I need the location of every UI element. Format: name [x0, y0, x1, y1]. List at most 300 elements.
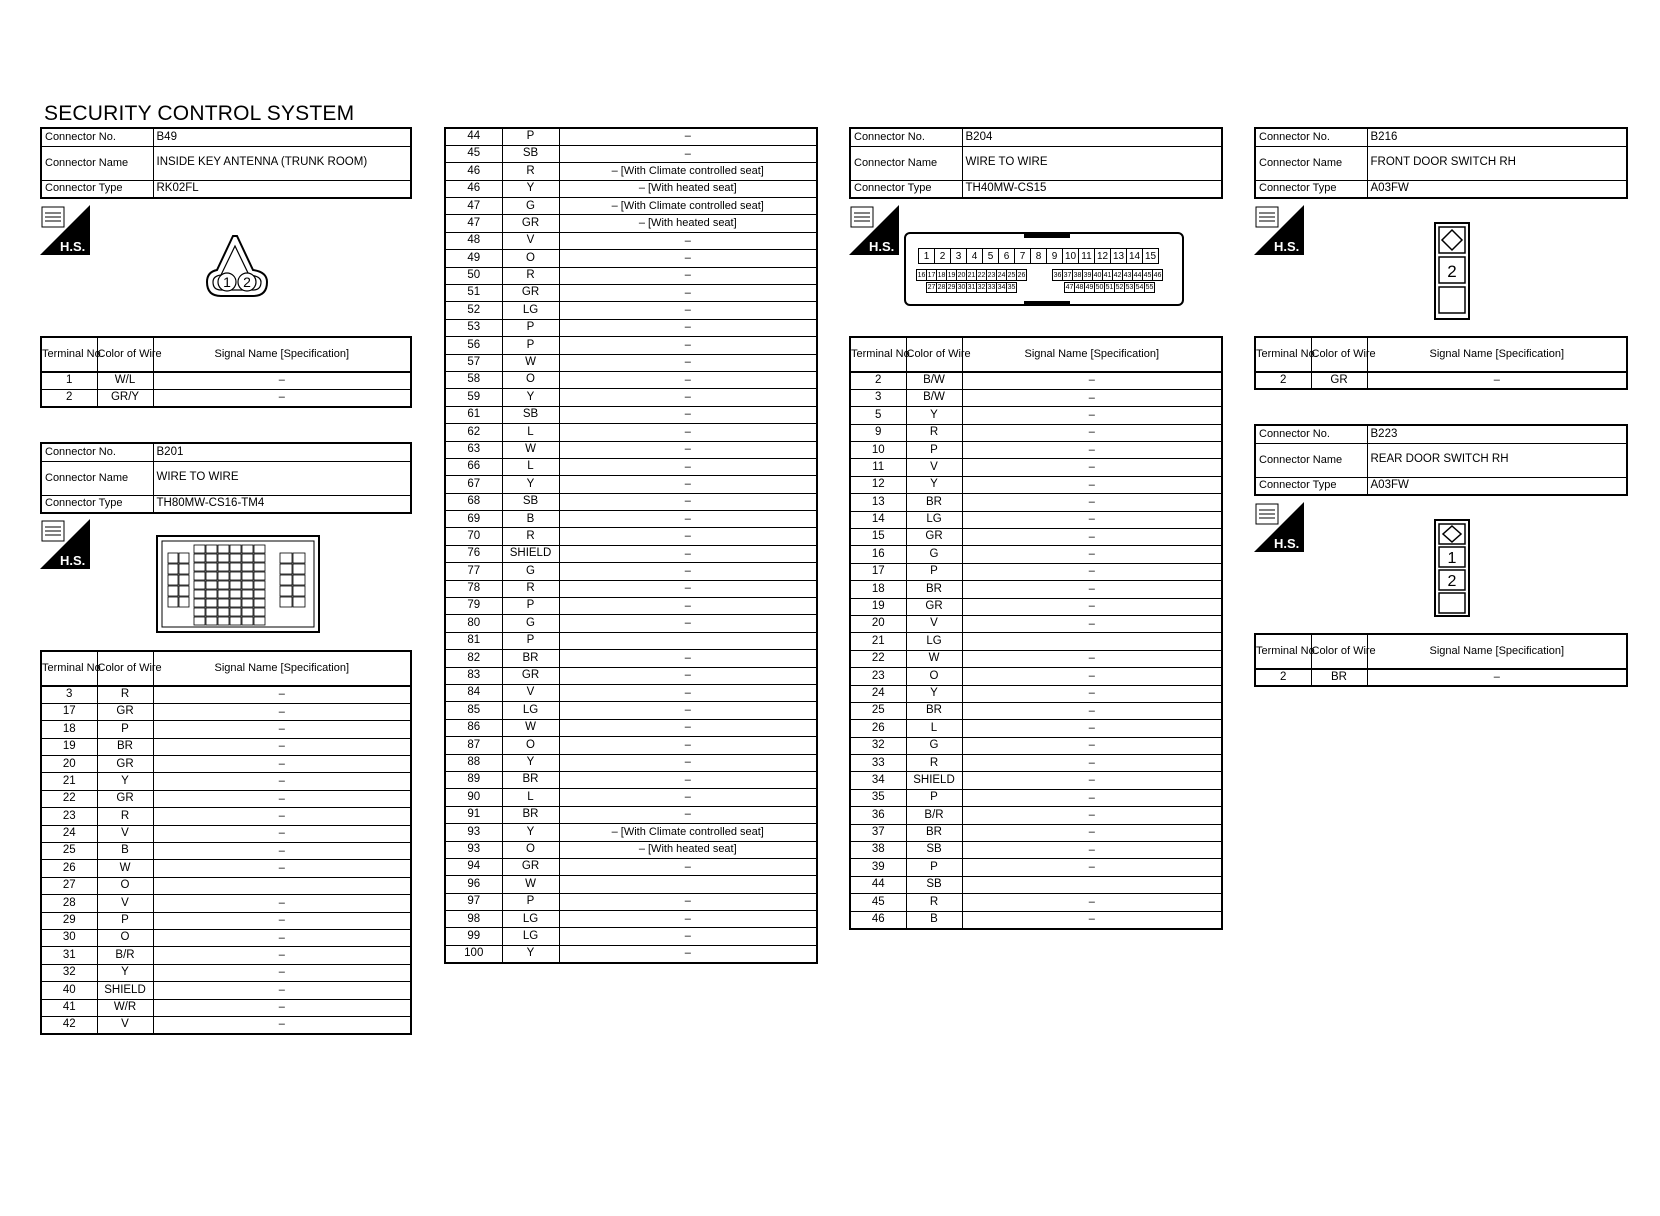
connector-cavity [293, 553, 305, 563]
connector-cavity: 19 [946, 269, 957, 281]
wire-color-cell: BR [502, 806, 559, 823]
wire-color-cell: GR [906, 598, 962, 615]
signal-name-cell: – [153, 964, 411, 981]
signal-name-cell: – [559, 545, 817, 562]
connector-cavity [230, 554, 241, 562]
table-row [41, 877, 411, 894]
connector-cavity: 52 [1115, 284, 1124, 291]
signal-name-cell: – [962, 859, 1222, 876]
connector-cavity [179, 553, 189, 563]
terminal-no-cell: 32 [41, 964, 97, 981]
col-terminal: Terminal No. [850, 337, 906, 372]
connector-cavity [242, 572, 253, 580]
connector-cavity: 35 [1007, 284, 1016, 291]
signal-name-cell: – [962, 789, 1222, 806]
table-row [850, 546, 1222, 563]
connector-type-value: TH80MW-CS16-TM4 [153, 495, 411, 513]
wire-color-cell: W/R [97, 999, 153, 1016]
wire-color-cell: G [906, 546, 962, 563]
signal-name-cell: – [559, 337, 817, 354]
connector-cavity [206, 617, 217, 625]
connector-cavity [218, 581, 229, 589]
connector-name-value: WIRE TO WIRE [153, 461, 411, 495]
connector-info-table [40, 127, 412, 199]
connector-cavity: 24 [996, 269, 1007, 281]
connector-cavity [254, 563, 265, 571]
connector-name-label: Connector Name [41, 146, 153, 180]
signal-name-cell: – [962, 424, 1222, 441]
table-row [445, 737, 817, 754]
terminal-no-cell: 18 [41, 721, 97, 738]
connector-cavity [293, 597, 305, 607]
signal-name-cell: – [962, 442, 1222, 459]
connector-b201 [40, 442, 412, 514]
signal-name-cell: – [962, 702, 1222, 719]
table-row [445, 615, 817, 632]
table-row [445, 528, 817, 545]
table-row [41, 912, 411, 929]
table-row [41, 929, 411, 946]
connector-face-b204 [904, 232, 1184, 306]
table-row [850, 772, 1222, 789]
terminal-no-cell: 21 [850, 633, 906, 650]
wire-color-cell: O [97, 929, 153, 946]
signal-name-cell: – [962, 807, 1222, 824]
terminal-no-cell: 26 [41, 860, 97, 877]
col-color: Color of Wire [1311, 337, 1367, 372]
connector-cavity [280, 575, 292, 585]
svg-text:H.S.: H.S. [1274, 536, 1300, 551]
table-row [41, 389, 411, 406]
terminal-no-cell: 16 [850, 546, 906, 563]
signal-name-cell: – [962, 407, 1222, 424]
wire-color-cell: BR [502, 650, 559, 667]
signal-name-cell: – [153, 703, 411, 720]
terminal-no-cell: 100 [445, 945, 502, 962]
connector-cavity [206, 554, 217, 562]
col-terminal: Terminal No. [41, 337, 97, 372]
terminal-no-cell: 38 [850, 842, 906, 859]
signal-name-cell: – [153, 912, 411, 929]
table-row [850, 581, 1222, 598]
connector-cavity: 46 [1152, 269, 1163, 281]
wire-color-cell: W [906, 650, 962, 667]
table-row [445, 250, 817, 267]
terminal-no-cell: 23 [41, 808, 97, 825]
table-row [850, 824, 1222, 841]
connector-cavity [293, 564, 305, 574]
wire-color-cell: O [502, 371, 559, 388]
signal-name-cell [153, 877, 411, 894]
table-row [445, 493, 817, 510]
table-row [445, 806, 817, 823]
connector-cavity [206, 563, 217, 571]
connector-cavity: 9 [1046, 248, 1063, 264]
connector-cavity [194, 617, 205, 625]
connector-cavity [218, 563, 229, 571]
connector-cavity: 4 [966, 248, 983, 264]
terminal-no-cell: 45 [445, 145, 502, 162]
terminal-no-cell: 44 [850, 876, 906, 893]
connector-cavity [230, 590, 241, 598]
connector-cavity: 26 [1016, 269, 1027, 281]
terminal-no-cell: 27 [41, 877, 97, 894]
signal-name-cell: – [962, 581, 1222, 598]
signal-name-cell: – [153, 756, 411, 773]
table-row [445, 754, 817, 771]
signal-name-cell: – [559, 615, 817, 632]
table-row [41, 756, 411, 773]
wire-color-cell: O [502, 250, 559, 267]
terminal-no-cell: 49 [445, 250, 502, 267]
wire-color-cell: Y [502, 180, 559, 197]
terminal-no-cell: 93 [445, 824, 502, 841]
terminal-no-cell: 3 [41, 686, 97, 703]
signal-name-cell: – [559, 458, 817, 475]
table-row [850, 389, 1222, 406]
wire-color-cell: P [906, 563, 962, 580]
connector-cavity [194, 554, 205, 562]
cavity-row-3b [1064, 282, 1155, 293]
signal-name-cell: – [559, 667, 817, 684]
wire-color-cell: L [502, 424, 559, 441]
terminal-no-cell: 44 [445, 128, 502, 145]
connector-cavity: 20 [956, 269, 967, 281]
terminal-no-cell: 63 [445, 441, 502, 458]
table-row [850, 755, 1222, 772]
table-row [445, 267, 817, 284]
connector-cavity: 51 [1105, 284, 1114, 291]
table-row [850, 598, 1222, 615]
terminal-no-cell: 17 [41, 703, 97, 720]
connector-cavity: 16 [916, 269, 927, 281]
wire-color-cell: G [502, 615, 559, 632]
table-row [445, 458, 817, 475]
signal-name-cell: – [153, 389, 411, 406]
table-row [445, 198, 817, 215]
connector-cavity [218, 599, 229, 607]
wire-color-cell: R [97, 808, 153, 825]
connector-cavity: 30 [957, 284, 966, 291]
table-row [445, 911, 817, 928]
wire-color-cell: V [97, 1016, 153, 1033]
terminal-no-cell: 91 [445, 806, 502, 823]
signal-name-cell: – [962, 755, 1222, 772]
table-row [850, 407, 1222, 424]
wire-color-cell: BR [906, 824, 962, 841]
connector-cavity [254, 617, 265, 625]
wire-color-cell: BR [906, 494, 962, 511]
wire-color-cell: R [502, 267, 559, 284]
table-row [41, 1016, 411, 1033]
cavity-1: 1 [223, 274, 231, 290]
terminal-no-cell: 21 [41, 773, 97, 790]
signal-name-cell: – [962, 476, 1222, 493]
connector-no-label: Connector No. [41, 443, 153, 461]
table-row [445, 163, 817, 180]
terminal-no-cell: 69 [445, 511, 502, 528]
connector-cavity [254, 545, 265, 553]
signal-name-cell: – [1367, 372, 1627, 389]
table-row [445, 598, 817, 615]
wire-color-cell: W/L [97, 372, 153, 389]
connector-cavity [242, 581, 253, 589]
terminal-no-cell: 22 [41, 790, 97, 807]
wire-color-cell: GR [97, 756, 153, 773]
table-row [445, 406, 817, 423]
table-row [445, 650, 817, 667]
table-row [41, 999, 411, 1016]
connector-cavity: 27 [927, 284, 936, 291]
connector-cavity [206, 599, 217, 607]
connector-cavity [179, 597, 189, 607]
connector-no-value: B49 [153, 128, 411, 146]
connector-no-value: B216 [1367, 128, 1627, 146]
connector-cavity [230, 608, 241, 616]
terminal-no-cell: 11 [850, 459, 906, 476]
connector-face-b223 [1434, 519, 1470, 622]
col-color: Color of Wire [1311, 634, 1367, 669]
wire-color-cell: SB [502, 145, 559, 162]
hs-badge-icon [1254, 205, 1304, 255]
connector-cavity: 53 [1125, 284, 1134, 291]
table-row [41, 982, 411, 999]
terminal-no-cell: 36 [850, 807, 906, 824]
wire-color-cell: BR [1311, 669, 1367, 686]
table-row [445, 876, 817, 893]
connector-cavity [194, 599, 205, 607]
table-row [445, 180, 817, 197]
terminal-no-cell: 46 [445, 180, 502, 197]
signal-name-cell: – [559, 789, 817, 806]
wire-color-cell: GR [97, 790, 153, 807]
connector-cavity [242, 545, 253, 553]
table-row [850, 789, 1222, 806]
signal-name-cell: – [153, 843, 411, 860]
wire-color-cell: SHIELD [97, 982, 153, 999]
page-title: SECURITY CONTROL SYSTEM [44, 102, 355, 125]
table-row [445, 702, 817, 719]
signal-name-cell: – [962, 511, 1222, 528]
connector-cavity: 38 [1072, 269, 1083, 281]
terminal-no-cell: 33 [850, 755, 906, 772]
terminal-no-cell: 77 [445, 563, 502, 580]
wire-color-cell: V [502, 685, 559, 702]
terminal-no-cell: 34 [850, 772, 906, 789]
connector-cavity [254, 599, 265, 607]
terminal-no-cell: 82 [445, 650, 502, 667]
table-row [445, 632, 817, 649]
wire-color-cell: P [502, 319, 559, 336]
connector-cavity [179, 564, 189, 574]
connector-cavity [194, 572, 205, 580]
connector-cavity [230, 563, 241, 571]
signal-name-cell: – [153, 860, 411, 877]
signal-name-cell [962, 633, 1222, 650]
signal-name-cell: – [559, 911, 817, 928]
cavity-2: 2 [1447, 262, 1457, 281]
wire-color-cell: Y [502, 945, 559, 962]
terminal-no-cell: 20 [850, 615, 906, 632]
signal-name-cell: – [962, 372, 1222, 389]
connector-type-label: Connector Type [41, 495, 153, 513]
table-row [850, 807, 1222, 824]
signal-name-cell: – [962, 668, 1222, 685]
connector-cavity: 12 [1094, 248, 1111, 264]
table-row [850, 876, 1222, 893]
wire-color-cell: SB [502, 406, 559, 423]
signal-name-cell: – [153, 790, 411, 807]
terminal-no-cell: 19 [41, 738, 97, 755]
connector-cavity [206, 581, 217, 589]
signal-name-cell: – [962, 824, 1222, 841]
col-color: Color of Wire [97, 337, 153, 372]
wire-color-cell: B [906, 911, 962, 928]
connector-cavity: 3 [950, 248, 967, 264]
signal-name-cell: – [559, 563, 817, 580]
table-row [41, 895, 411, 912]
connector-cavity [254, 572, 265, 580]
wire-color-cell: P [97, 912, 153, 929]
terminal-no-cell: 58 [445, 371, 502, 388]
connector-cavity [254, 554, 265, 562]
connector-face-b201 [156, 535, 320, 640]
connector-b49 [40, 127, 412, 199]
wire-color-cell: V [906, 459, 962, 476]
wire-color-cell: W [502, 354, 559, 371]
svg-text:H.S.: H.S. [60, 239, 86, 254]
connector-cavity: 25 [1006, 269, 1017, 281]
wire-color-cell: V [906, 615, 962, 632]
wire-color-cell: P [502, 893, 559, 910]
signal-name-cell: – [559, 145, 817, 162]
wire-color-cell: BR [906, 581, 962, 598]
table-row [445, 667, 817, 684]
connector-cavity [194, 581, 205, 589]
signal-name-cell: – [With heated seat] [559, 180, 817, 197]
signal-name-cell: – [559, 371, 817, 388]
wire-color-cell: O [502, 841, 559, 858]
table-row [41, 738, 411, 755]
terminal-no-cell: 96 [445, 876, 502, 893]
wire-color-cell: W [502, 441, 559, 458]
signal-name-cell: – [559, 389, 817, 406]
signal-name-cell: – [559, 580, 817, 597]
col-color: Color of Wire [906, 337, 962, 372]
signal-name-cell: – [962, 772, 1222, 789]
connector-b223 [1254, 424, 1628, 496]
hs-badge-icon [40, 205, 90, 255]
pin-table-b204 [849, 336, 1223, 930]
connector-no-label: Connector No. [1255, 425, 1367, 443]
wire-color-cell: GR [502, 858, 559, 875]
table-row [445, 928, 817, 945]
table-row [445, 893, 817, 910]
connector-cavity [254, 590, 265, 598]
connector-cavity [206, 608, 217, 616]
connector-cavity [242, 563, 253, 571]
signal-name-cell: – [962, 685, 1222, 702]
signal-name-cell [962, 876, 1222, 893]
signal-name-cell: – [559, 476, 817, 493]
table-row [41, 703, 411, 720]
signal-name-cell: – [962, 459, 1222, 476]
signal-name-cell: – [559, 754, 817, 771]
table-row [445, 424, 817, 441]
wire-color-cell: V [97, 825, 153, 842]
col-signal: Signal Name [Specification] [962, 337, 1222, 372]
table-row [850, 615, 1222, 632]
cavity-row-2a [916, 269, 1027, 281]
col-terminal: Terminal No. [1255, 337, 1311, 372]
wire-color-cell: R [502, 580, 559, 597]
connector-name-label: Connector Name [41, 461, 153, 495]
signal-name-cell: – [153, 1016, 411, 1033]
connector-cavity: 21 [966, 269, 977, 281]
terminal-no-cell: 20 [41, 756, 97, 773]
connector-cavity: 14 [1126, 248, 1143, 264]
terminal-no-cell: 51 [445, 285, 502, 302]
connector-cavity: 34 [997, 284, 1006, 291]
terminal-no-cell: 52 [445, 302, 502, 319]
connector-b216 [1254, 127, 1628, 199]
connector-cavity: 43 [1122, 269, 1133, 281]
terminal-no-cell: 57 [445, 354, 502, 371]
connector-cavity: 11 [1078, 248, 1095, 264]
signal-name-cell: – [With Climate controlled seat] [559, 198, 817, 215]
terminal-no-cell: 18 [850, 581, 906, 598]
table-row [850, 737, 1222, 754]
connector-cavity [242, 617, 253, 625]
wire-color-cell: O [906, 668, 962, 685]
col-terminal: Terminal No. [41, 651, 97, 686]
signal-name-cell: – [153, 686, 411, 703]
signal-name-cell: – [153, 895, 411, 912]
connector-cavity [218, 572, 229, 580]
hs-badge-icon [849, 205, 899, 255]
terminal-no-cell: 2 [41, 389, 97, 406]
terminal-no-cell: 45 [850, 894, 906, 911]
signal-name-cell: – [153, 982, 411, 999]
signal-name-cell [559, 632, 817, 649]
connector-cavity: 44 [1132, 269, 1143, 281]
latch-bottom [1024, 301, 1070, 306]
table-row [445, 824, 817, 841]
connector-cavity: 23 [986, 269, 997, 281]
table-row [445, 719, 817, 736]
connector-type-value: A03FW [1367, 180, 1627, 198]
terminal-no-cell: 35 [850, 789, 906, 806]
wire-color-cell: G [502, 563, 559, 580]
table-row [850, 529, 1222, 546]
table-row [445, 771, 817, 788]
connector-cavity: 6 [998, 248, 1015, 264]
signal-name-cell: – [559, 441, 817, 458]
wire-color-cell: B/W [906, 372, 962, 389]
cavity-row-3a [926, 282, 1017, 293]
terminal-no-cell: 93 [445, 841, 502, 858]
signal-name-cell: – [962, 737, 1222, 754]
signal-name-cell: – [153, 947, 411, 964]
wire-color-cell: B/R [906, 807, 962, 824]
table-row [445, 285, 817, 302]
connector-cavity [194, 590, 205, 598]
signal-name-cell: – [With Climate controlled seat] [559, 163, 817, 180]
connector-cavity [168, 586, 178, 596]
connector-cavity [280, 597, 292, 607]
connector-cavity: 45 [1142, 269, 1153, 281]
wire-color-cell: LG [502, 702, 559, 719]
